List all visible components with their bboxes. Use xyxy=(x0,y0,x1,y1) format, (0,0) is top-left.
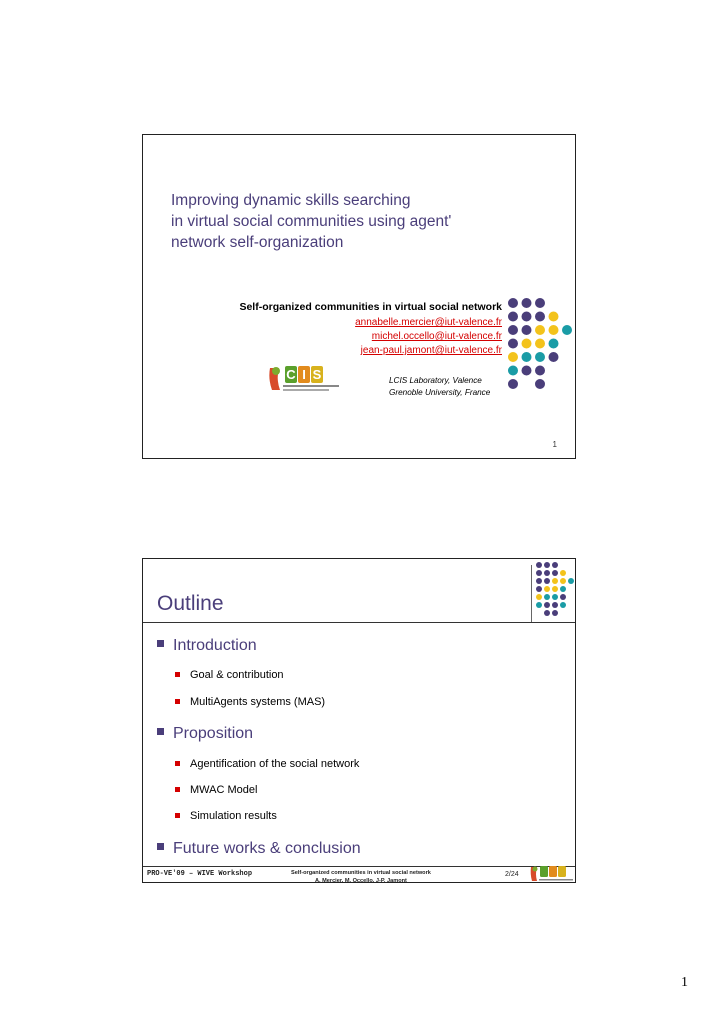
outline-item xyxy=(157,840,361,858)
decorative-dot xyxy=(544,570,550,576)
decorative-dot xyxy=(536,594,542,600)
square-bullet-icon xyxy=(175,699,180,704)
square-bullet-icon xyxy=(157,640,164,647)
outline-subitem xyxy=(175,784,257,796)
lab-line: LCIS Laboratory, Valence xyxy=(389,376,482,385)
decorative-dot xyxy=(522,339,532,349)
svg-text:I: I xyxy=(302,367,306,382)
title-line: in virtual social communities using agent' xyxy=(171,213,452,230)
decorative-dot xyxy=(544,562,550,568)
lcis-logo xyxy=(267,363,341,395)
outline-item-label: Agentification of the social network xyxy=(190,758,360,770)
decorative-dot xyxy=(544,602,550,608)
slide-page-number: 1 xyxy=(552,440,557,449)
outline-item-label: Future works & conclusion xyxy=(173,840,361,857)
decorative-dot xyxy=(536,562,542,568)
outline-subitem xyxy=(175,669,284,681)
decorative-dot xyxy=(508,339,518,349)
decorative-dot xyxy=(522,352,532,362)
decorative-dot xyxy=(508,352,518,362)
email-link[interactable]: michel.occello@iut-valence.fr xyxy=(371,331,502,342)
lcis-logo xyxy=(529,864,575,884)
square-bullet-icon xyxy=(157,728,164,735)
decorative-dot-grid xyxy=(507,297,577,409)
decorative-dot xyxy=(544,586,550,592)
footer-page-number: 2/24 xyxy=(505,871,519,878)
outline-item-label: Simulation results xyxy=(190,810,277,822)
decorative-dot xyxy=(522,298,532,308)
decorative-dot-grid xyxy=(530,560,576,626)
decorative-dot xyxy=(560,586,566,592)
decorative-dot xyxy=(508,379,518,389)
author-emails xyxy=(355,316,502,358)
decorative-dot xyxy=(560,578,566,584)
decorative-dot xyxy=(552,570,558,576)
decorative-dot xyxy=(544,578,550,584)
email-link[interactable]: annabelle.mercier@iut-valence.fr xyxy=(355,317,502,328)
decorative-dot xyxy=(549,312,559,322)
footer-title xyxy=(291,869,431,885)
square-bullet-icon xyxy=(175,761,180,766)
square-bullet-icon xyxy=(175,672,180,677)
decorative-dot xyxy=(560,602,566,608)
decorative-dot xyxy=(536,602,542,608)
decorative-dot xyxy=(552,578,558,584)
decorative-dot xyxy=(552,610,558,616)
decorative-dot xyxy=(535,298,545,308)
outline-subitem xyxy=(175,758,359,770)
decorative-dot xyxy=(552,602,558,608)
decorative-dot xyxy=(535,366,545,376)
outline-item xyxy=(157,637,257,655)
decorative-dot xyxy=(562,325,572,335)
divider xyxy=(143,622,575,623)
outline-subitem xyxy=(175,696,325,708)
title-line: Improving dynamic skills searching xyxy=(171,192,411,209)
decorative-dot xyxy=(536,570,542,576)
decorative-dot xyxy=(508,312,518,322)
slide-1 xyxy=(142,134,576,459)
decorative-dot xyxy=(508,298,518,308)
outline-item-label: Goal & contribution xyxy=(190,669,284,681)
lab-line: Grenoble University, France xyxy=(389,388,491,397)
decorative-dot xyxy=(552,586,558,592)
decorative-dot xyxy=(560,594,566,600)
decorative-dot xyxy=(552,594,558,600)
outline-item xyxy=(157,725,253,743)
divider xyxy=(531,565,532,623)
email-link[interactable]: jean-paul.jamont@iut-valence.fr xyxy=(360,345,502,356)
slide-2 xyxy=(142,558,576,883)
decorative-dot xyxy=(535,325,545,335)
decorative-dot xyxy=(568,578,574,584)
outline-subitem xyxy=(175,810,277,822)
decorative-dot xyxy=(508,325,518,335)
decorative-dot xyxy=(549,339,559,349)
decorative-dot xyxy=(544,610,550,616)
lab-affiliation xyxy=(389,375,490,399)
decorative-dot xyxy=(535,312,545,322)
decorative-dot xyxy=(552,562,558,568)
square-bullet-icon xyxy=(175,787,180,792)
outline-item-label: Proposition xyxy=(173,725,254,742)
decorative-dot xyxy=(522,325,532,335)
outline-item-label: MultiAgents systems (MAS) xyxy=(190,696,326,708)
slide-1-title xyxy=(171,190,531,253)
decorative-dot xyxy=(508,366,518,376)
svg-text:C: C xyxy=(286,367,296,382)
decorative-dot xyxy=(535,339,545,349)
decorative-dot xyxy=(535,352,545,362)
square-bullet-icon xyxy=(157,843,164,850)
document-page-number: 1 xyxy=(681,975,688,990)
title-line: network self-organization xyxy=(171,234,344,251)
footer-conference: PRO-VE'09 – WIVE Workshop xyxy=(147,870,253,878)
decorative-dot xyxy=(522,366,532,376)
footer-authors: A. Mercier, M. Occello, J-P. Jamont xyxy=(314,878,407,884)
decorative-dot xyxy=(549,325,559,335)
slide-2-title: Outline xyxy=(157,592,224,615)
decorative-dot xyxy=(560,570,566,576)
footer-title-line: Self-organized communities in virtual social network xyxy=(291,870,431,876)
square-bullet-icon xyxy=(175,813,180,818)
slide-1-subtitle: Self-organized communities in virtual social network xyxy=(239,301,502,313)
decorative-dot xyxy=(522,312,532,322)
decorative-dot xyxy=(549,352,559,362)
outline-item-label: Introduction xyxy=(173,637,257,654)
decorative-dot xyxy=(536,586,542,592)
decorative-dot xyxy=(535,379,545,389)
decorative-dot xyxy=(544,594,550,600)
outline-item-label: MWAC Model xyxy=(190,784,258,796)
footer-divider xyxy=(143,866,575,867)
decorative-dot xyxy=(536,578,542,584)
svg-text:S: S xyxy=(312,367,322,382)
